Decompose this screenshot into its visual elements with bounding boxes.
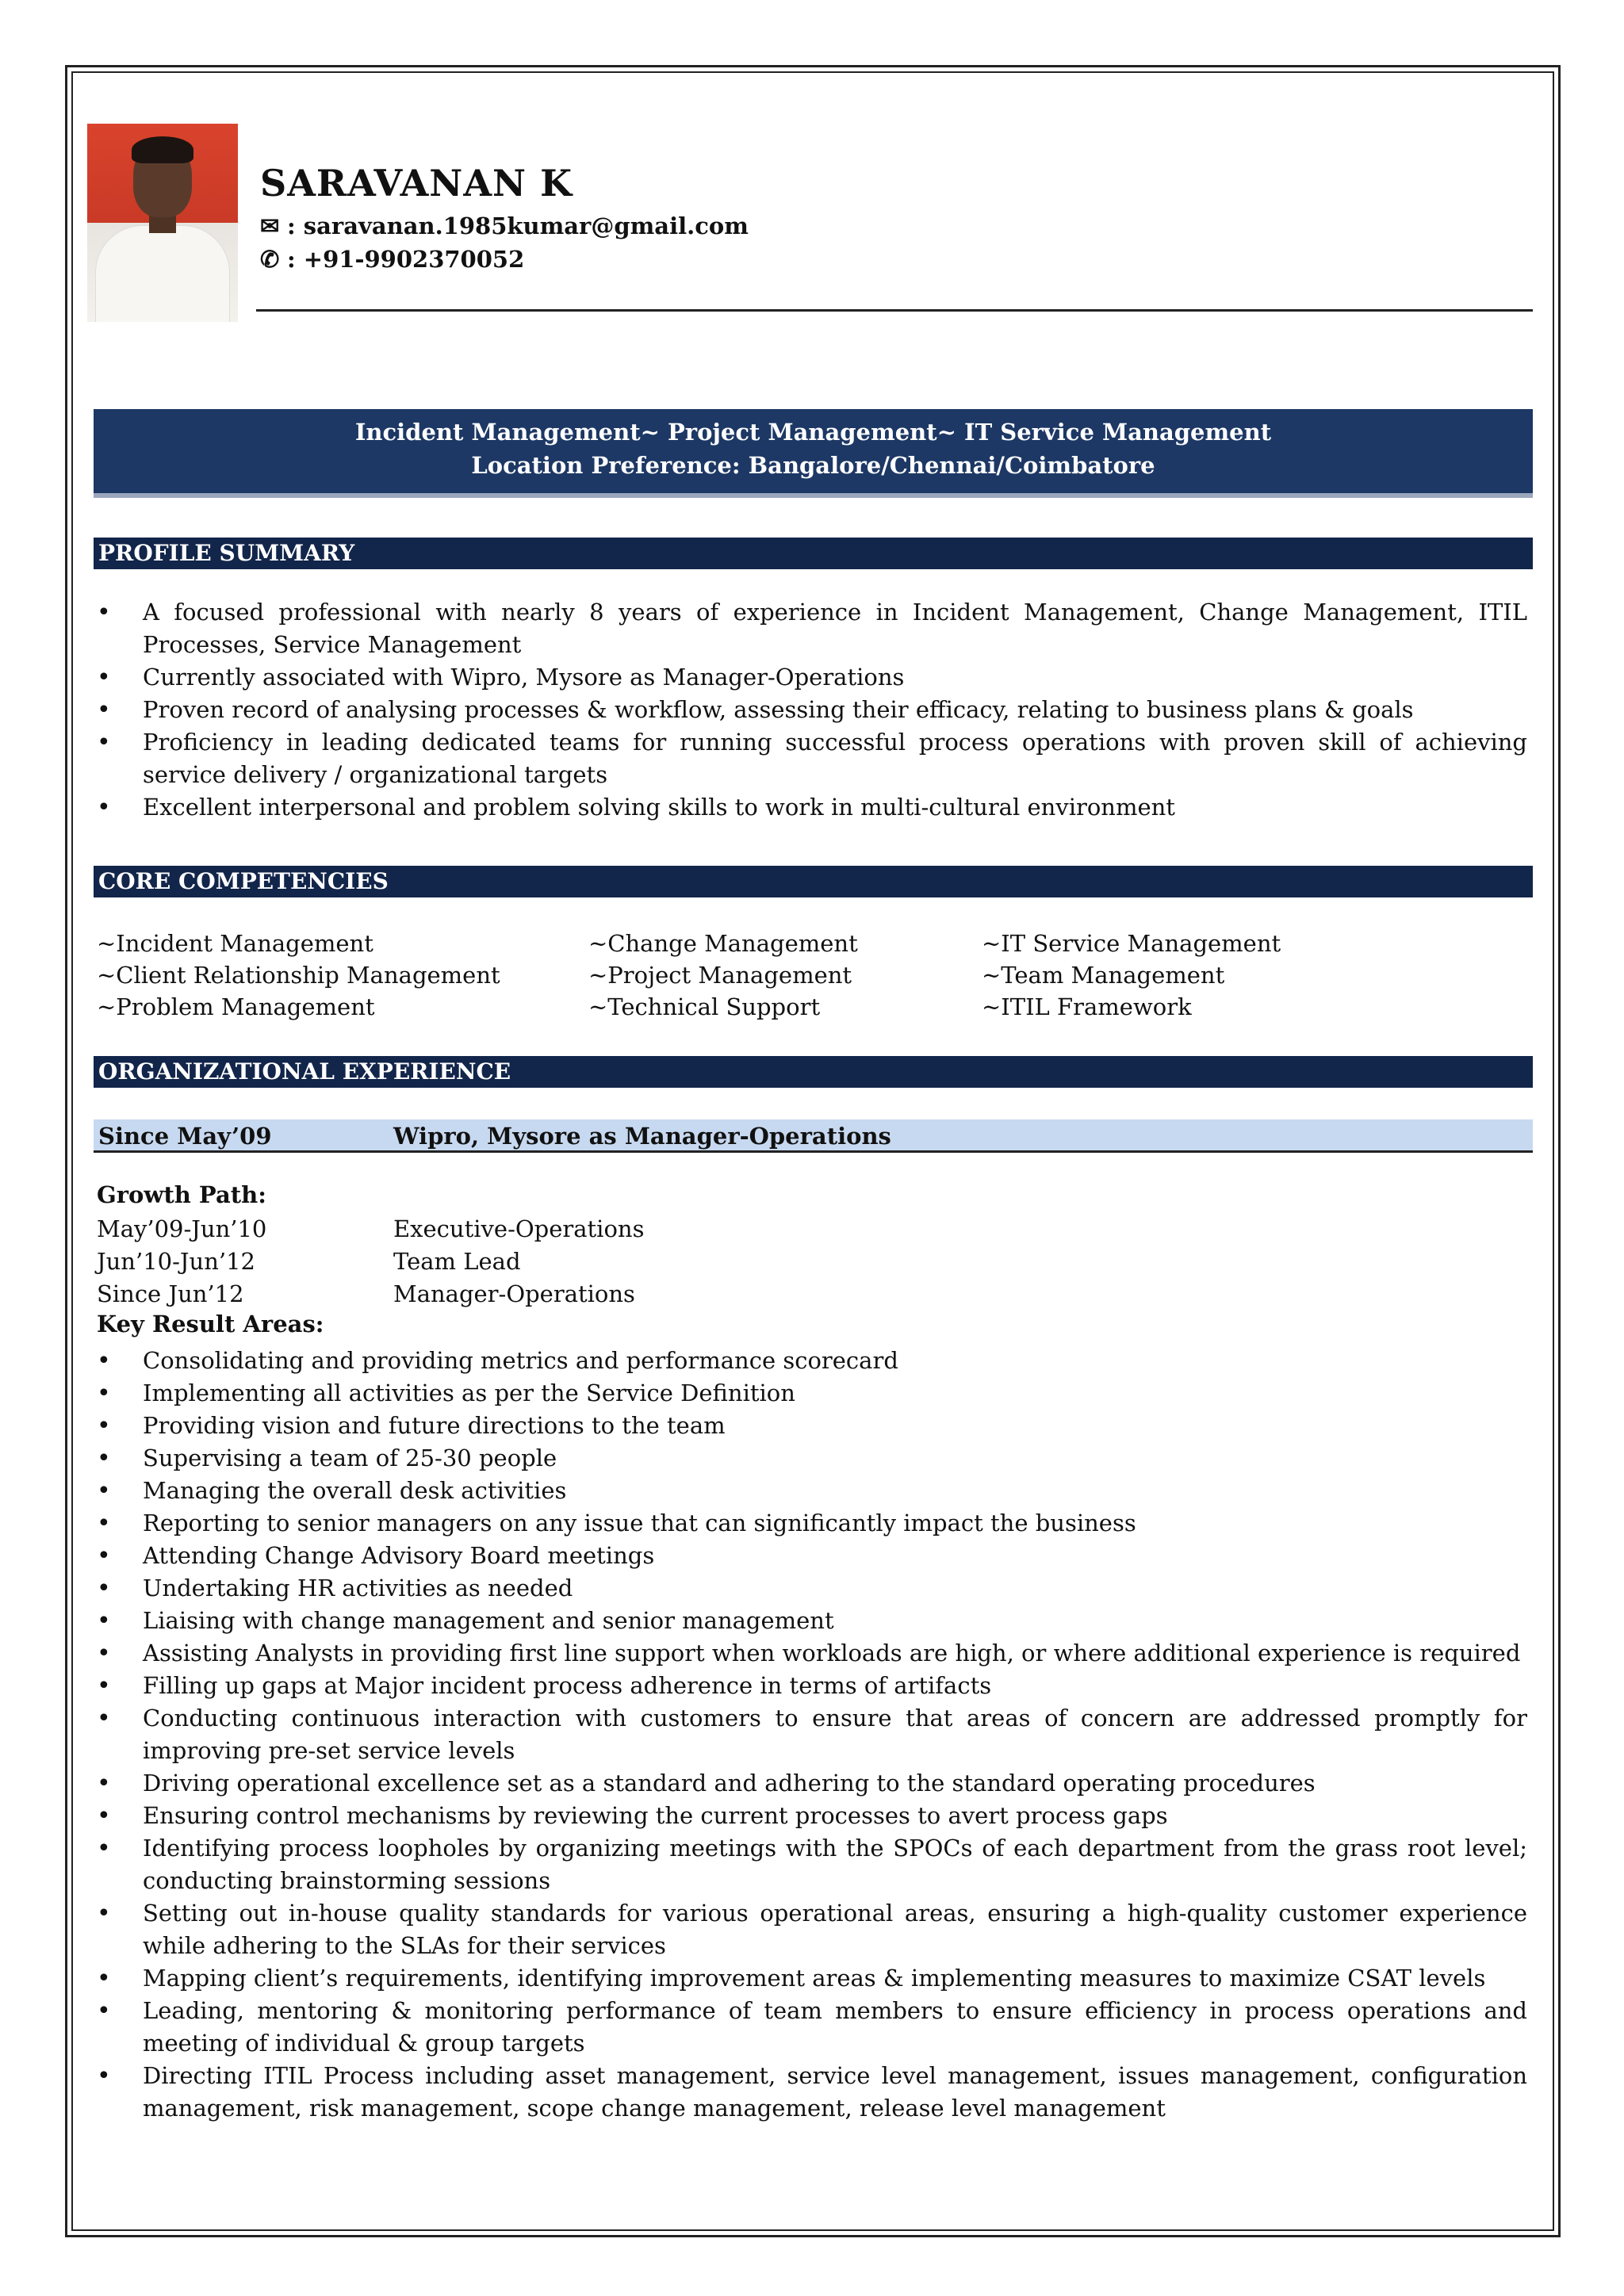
list-item: • Proven record of analysing processes & workflow, assessing their efficacy, relating to business plans & goals — [94, 694, 1527, 726]
competency-item: ~Incident Management — [97, 930, 373, 957]
list-item: • Driving operational excellence set as a standard and adhering to the standard operating procedures — [94, 1767, 1527, 1800]
phone-line — [260, 246, 524, 273]
growth-role: Executive-Operations — [393, 1215, 645, 1242]
profile-summary-list — [94, 596, 1527, 824]
competency-item: ~Change Management — [588, 930, 858, 957]
list-item: • Currently associated with Wipro, Mysore as Manager-Operations — [94, 661, 1527, 694]
growth-period: Jun’10-Jun’12 — [97, 1248, 255, 1275]
phone-text: : +91-9902370052 — [287, 246, 525, 273]
phone-icon: ✆ — [260, 246, 280, 273]
competency-item: ~Project Management — [588, 962, 852, 989]
section-profile-summary: PROFILE SUMMARY — [94, 538, 1533, 569]
list-item: • A focused professional with nearly 8 years of experience in Incident Management, Change Management, ITIL Processes, Service Management — [94, 596, 1527, 661]
competency-item: ~ITIL Framework — [982, 993, 1192, 1020]
list-item: • Consolidating and providing metrics and performance scorecard — [94, 1345, 1527, 1377]
list-item: • Ensuring control mechanisms by reviewing the current processes to avert process gaps — [94, 1800, 1527, 1832]
section-core-competencies: CORE COMPETENCIES — [94, 866, 1533, 897]
list-item: • Excellent interpersonal and problem solving skills to work in multi-cultural environment — [94, 791, 1527, 824]
competencies-grid — [97, 928, 1524, 1023]
candidate-name: SARAVANAN K — [260, 162, 573, 205]
key-result-areas-title: Key Result Areas: — [97, 1311, 324, 1337]
growth-role: Manager-Operations — [393, 1280, 635, 1307]
banner-expertise: Incident Management~ Project Management~ IT Service Management — [354, 419, 1272, 446]
list-item: • Leading, mentoring & monitoring performance of team members to ensure efficiency in process operations and meeting of individual & group targets — [94, 1995, 1527, 2060]
growth-item — [97, 1246, 810, 1278]
key-result-areas-list — [94, 1345, 1527, 2125]
competency-item: ~IT Service Management — [982, 930, 1281, 957]
list-item: • Supervising a team of 25-30 people — [94, 1442, 1527, 1475]
header-divider — [256, 309, 1533, 312]
competency-item: ~Team Management — [982, 962, 1225, 989]
list-item: • Implementing all activities as per the Service Definition — [94, 1377, 1527, 1410]
headline-banner — [94, 409, 1533, 498]
growth-period: May’09-Jun’10 — [97, 1215, 267, 1242]
list-item: • Liaising with change management and senior management — [94, 1605, 1527, 1637]
list-item: • Mapping client’s requirements, identifying improvement areas & implementing measures to maximize CSAT levels — [94, 1962, 1527, 1995]
competency-item: ~Technical Support — [588, 993, 821, 1020]
employment-since: Since May’09 — [98, 1123, 272, 1150]
competency-item: ~Problem Management — [97, 993, 375, 1020]
email-line — [260, 212, 749, 239]
email-text: : saravanan.1985kumar@gmail.com — [287, 212, 749, 239]
employer-role: Wipro, Mysore as Manager-Operations — [393, 1123, 891, 1150]
list-item: • Filling up gaps at Major incident process adherence in terms of artifacts — [94, 1670, 1527, 1702]
growth-item — [97, 1213, 810, 1246]
experience-employer-row — [94, 1119, 1533, 1153]
list-item: • Reporting to senior managers on any issue that can significantly impact the business — [94, 1507, 1527, 1540]
list-item: • Providing vision and future directions to the team — [94, 1410, 1527, 1442]
envelope-icon: ✉ — [260, 212, 280, 239]
profile-photo — [87, 124, 238, 322]
list-item: • Identifying process loopholes by organizing meetings with the SPOCs of each department from the grass root level; conducting brainstorming sessions — [94, 1832, 1527, 1897]
list-item: • Undertaking HR activities as needed — [94, 1572, 1527, 1605]
growth-role: Team Lead — [393, 1248, 521, 1275]
list-item: • Assisting Analysts in providing first line support when workloads are high, or where additional experience is required — [94, 1637, 1527, 1670]
list-item: • Setting out in-house quality standards for various operational areas, ensuring a high-quality customer experience while adhering to the SLAs for their services — [94, 1897, 1527, 1962]
list-item: • Attending Change Advisory Board meetings — [94, 1540, 1527, 1572]
list-item: • Conducting continuous interaction with customers to ensure that areas of concern are addressed promptly for improving pre-set service levels — [94, 1702, 1527, 1767]
list-item: • Proficiency in leading dedicated teams for running successful process operations with proven skill of achieving service delivery / organizational targets — [94, 726, 1527, 791]
list-item: • Directing ITIL Process including asset management, service level management, issues management, configuration management, risk management, scope change management, release level management — [94, 2060, 1527, 2125]
growth-path-title: Growth Path: — [97, 1181, 266, 1208]
list-item: • Managing the overall desk activities — [94, 1475, 1527, 1507]
growth-period: Since Jun’12 — [97, 1280, 244, 1307]
banner-location: Location Preference: Bangalore/Chennai/Coimbatore — [471, 452, 1155, 479]
growth-item — [97, 1278, 810, 1311]
growth-path-list — [97, 1213, 810, 1311]
section-organizational-experience: ORGANIZATIONAL EXPERIENCE — [94, 1056, 1533, 1088]
competency-item: ~Client Relationship Management — [97, 962, 500, 989]
